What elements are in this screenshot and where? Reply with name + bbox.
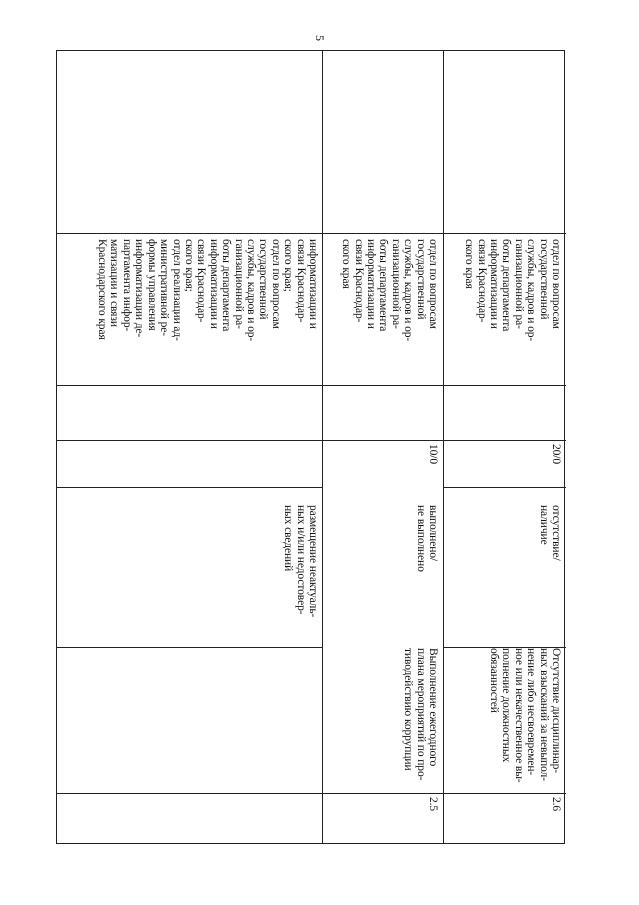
page-number: 5 <box>313 35 327 41</box>
row-0-measure: размещение неактуаль- ных и/или недостовер- ных сведений <box>282 505 319 618</box>
row-2-6-number: 2.6 <box>550 797 562 812</box>
row-2-6-value: 20/0 <box>550 444 562 465</box>
row-2-5-measure: выполнено/ не выполнено <box>414 505 439 572</box>
row-separator <box>322 51 323 843</box>
column-separator <box>57 440 566 441</box>
row-2-5-name: Выполнение ежегодного плана мероприятий по про- тиводействию коррупции <box>402 648 439 781</box>
rotated-table <box>56 50 565 844</box>
column-separator <box>57 487 322 488</box>
row-2-6-name: Отсутствие дисциплинар- ных взысканий за невыпол- нение либо несвоевремен- ное или некачественное вы- полнение должностных обязанностей <box>487 648 562 783</box>
row-2-6-measure: отсутствие/ наличие <box>537 505 562 561</box>
row-2-6-responsible: отдел по вопросам государственной службы, кадров и ор- ганизационной ра- боты департамента информатизации и связи Краснодар- ского края <box>463 239 562 342</box>
column-separator <box>57 233 566 234</box>
column-separator <box>57 647 322 648</box>
row-separator <box>443 51 444 843</box>
row-2-5-responsible: отдел по вопросам государственной службы, кадров и ор- ганизационной ра- боты департамента информатизации и связи Краснодар- ского края <box>340 239 439 342</box>
column-separator <box>57 385 566 386</box>
row-2-5-number: 2.5 <box>427 797 439 812</box>
column-separator <box>57 793 566 794</box>
row-2-5-value: 10/0 <box>427 444 439 465</box>
row-0-responsible: информатизации и связи Краснодар- ского края; отдел по вопросам государственной службы, кадров и ор- ганизационной ра- боты департамента информатизации и связи Краснодар- ского края; отдел реализации ад- министративной ре- формы управления информатизации де- партамента инфор- матизации и связи Краснодарского края <box>96 239 319 342</box>
column-separator <box>443 487 566 488</box>
